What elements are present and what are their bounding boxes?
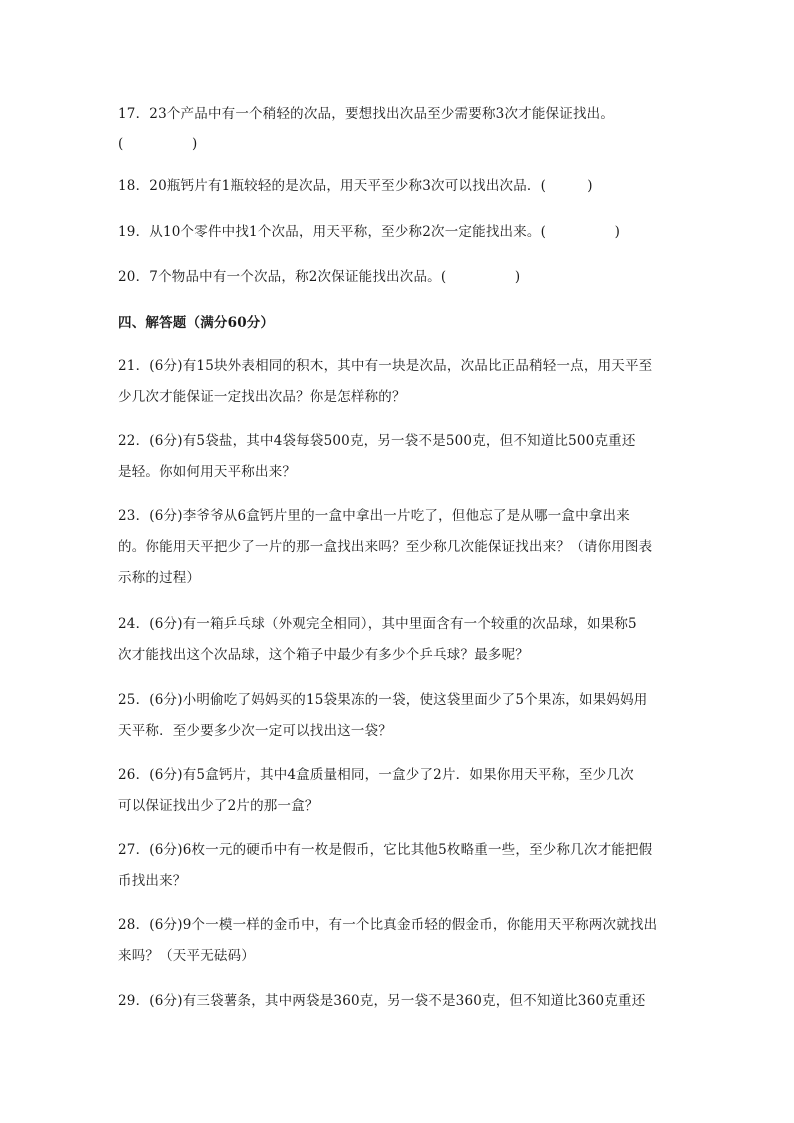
question-17-line-2: ( ) bbox=[118, 136, 198, 152]
question-22-line-1: 22．(6分)有5袋盐，其中4袋每袋500克，另一袋不是500克，但不知道比500克重还 bbox=[118, 433, 636, 449]
question-23-line-3: 示称的过程） bbox=[118, 570, 201, 586]
question-26-line-2: 可以保证找出少了2片的那一盒？ bbox=[118, 798, 319, 814]
question-26-line-1: 26．(6分)有5盒钙片，其中4盒质量相同，一盒少了2片．如果你用天平称，至少几次 bbox=[118, 767, 634, 783]
question-28-line-2: 来吗？（天平无砝码） bbox=[118, 948, 255, 964]
question-27-line-2: 币找出来？ bbox=[118, 873, 187, 889]
question-25-line-2: 天平称．至少要多少次一定可以找出这一袋？ bbox=[118, 723, 392, 739]
question-29-line-1: 29．(6分)有三袋薯条，其中两袋是360克，另一袋不是360克，但不知道比360克重还 bbox=[118, 993, 646, 1009]
question-24-line-1: 24．(6分)有一箱乒乓球（外观完全相同），其中里面含有一个较重的次品球，如果称5 bbox=[118, 616, 637, 632]
question-19: 19．从10个零件中找1个次品，用天平称，至少称2次一定能找出来。( ) bbox=[118, 224, 621, 240]
question-21-line-2: 少几次才能保证一定找出次品？你是怎样称的？ bbox=[118, 389, 406, 405]
question-21-line-1: 21．(6分)有15块外表相同的积木，其中有一块是次品，次品比正品稍轻一点，用天平至 bbox=[118, 358, 653, 374]
question-25-line-1: 25．(6分)小明偷吃了妈妈买的15袋果冻的一袋，使这袋里面少了5个果冻，如果妈妈用 bbox=[118, 692, 648, 708]
section-heading: 四、解答题（满分60分） bbox=[118, 315, 275, 331]
question-22-line-2: 是轻。你如何用天平称出来？ bbox=[118, 464, 297, 480]
question-23-line-1: 23．(6分)李爷爷从6盒钙片里的一盒中拿出一片吃了，但他忘了是从哪一盒中拿出来 bbox=[118, 508, 630, 524]
question-20: 20．7个物品中有一个次品，称2次保证能找出次品。( ) bbox=[118, 269, 521, 285]
question-18: 18．20瓶钙片有1瓶较轻的是次品，用天平至少称3次可以找出次品．( ) bbox=[118, 178, 593, 194]
question-23-line-2: 的。你能用天平把少了一片的那一盒找出来吗？至少称几次能保证找出来？（请你用图表 bbox=[118, 539, 653, 555]
question-24-line-2: 次才能找出这个次品球，这个箱子中最少有多少个乒乓球？最多呢？ bbox=[118, 647, 529, 663]
question-27-line-1: 27．(6分)6枚一元的硬币中有一枚是假币，它比其他5枚略重一些，至少称几次才能把假 bbox=[118, 842, 653, 858]
question-28-line-1: 28．(6分)9个一模一样的金币中，有一个比真金币轻的假金币，你能用天平称两次就找出 bbox=[118, 917, 658, 933]
question-17-line-1: 17．23个产品中有一个稍轻的次品，要想找出次品至少需要称3次才能保证找出。 bbox=[118, 106, 615, 122]
